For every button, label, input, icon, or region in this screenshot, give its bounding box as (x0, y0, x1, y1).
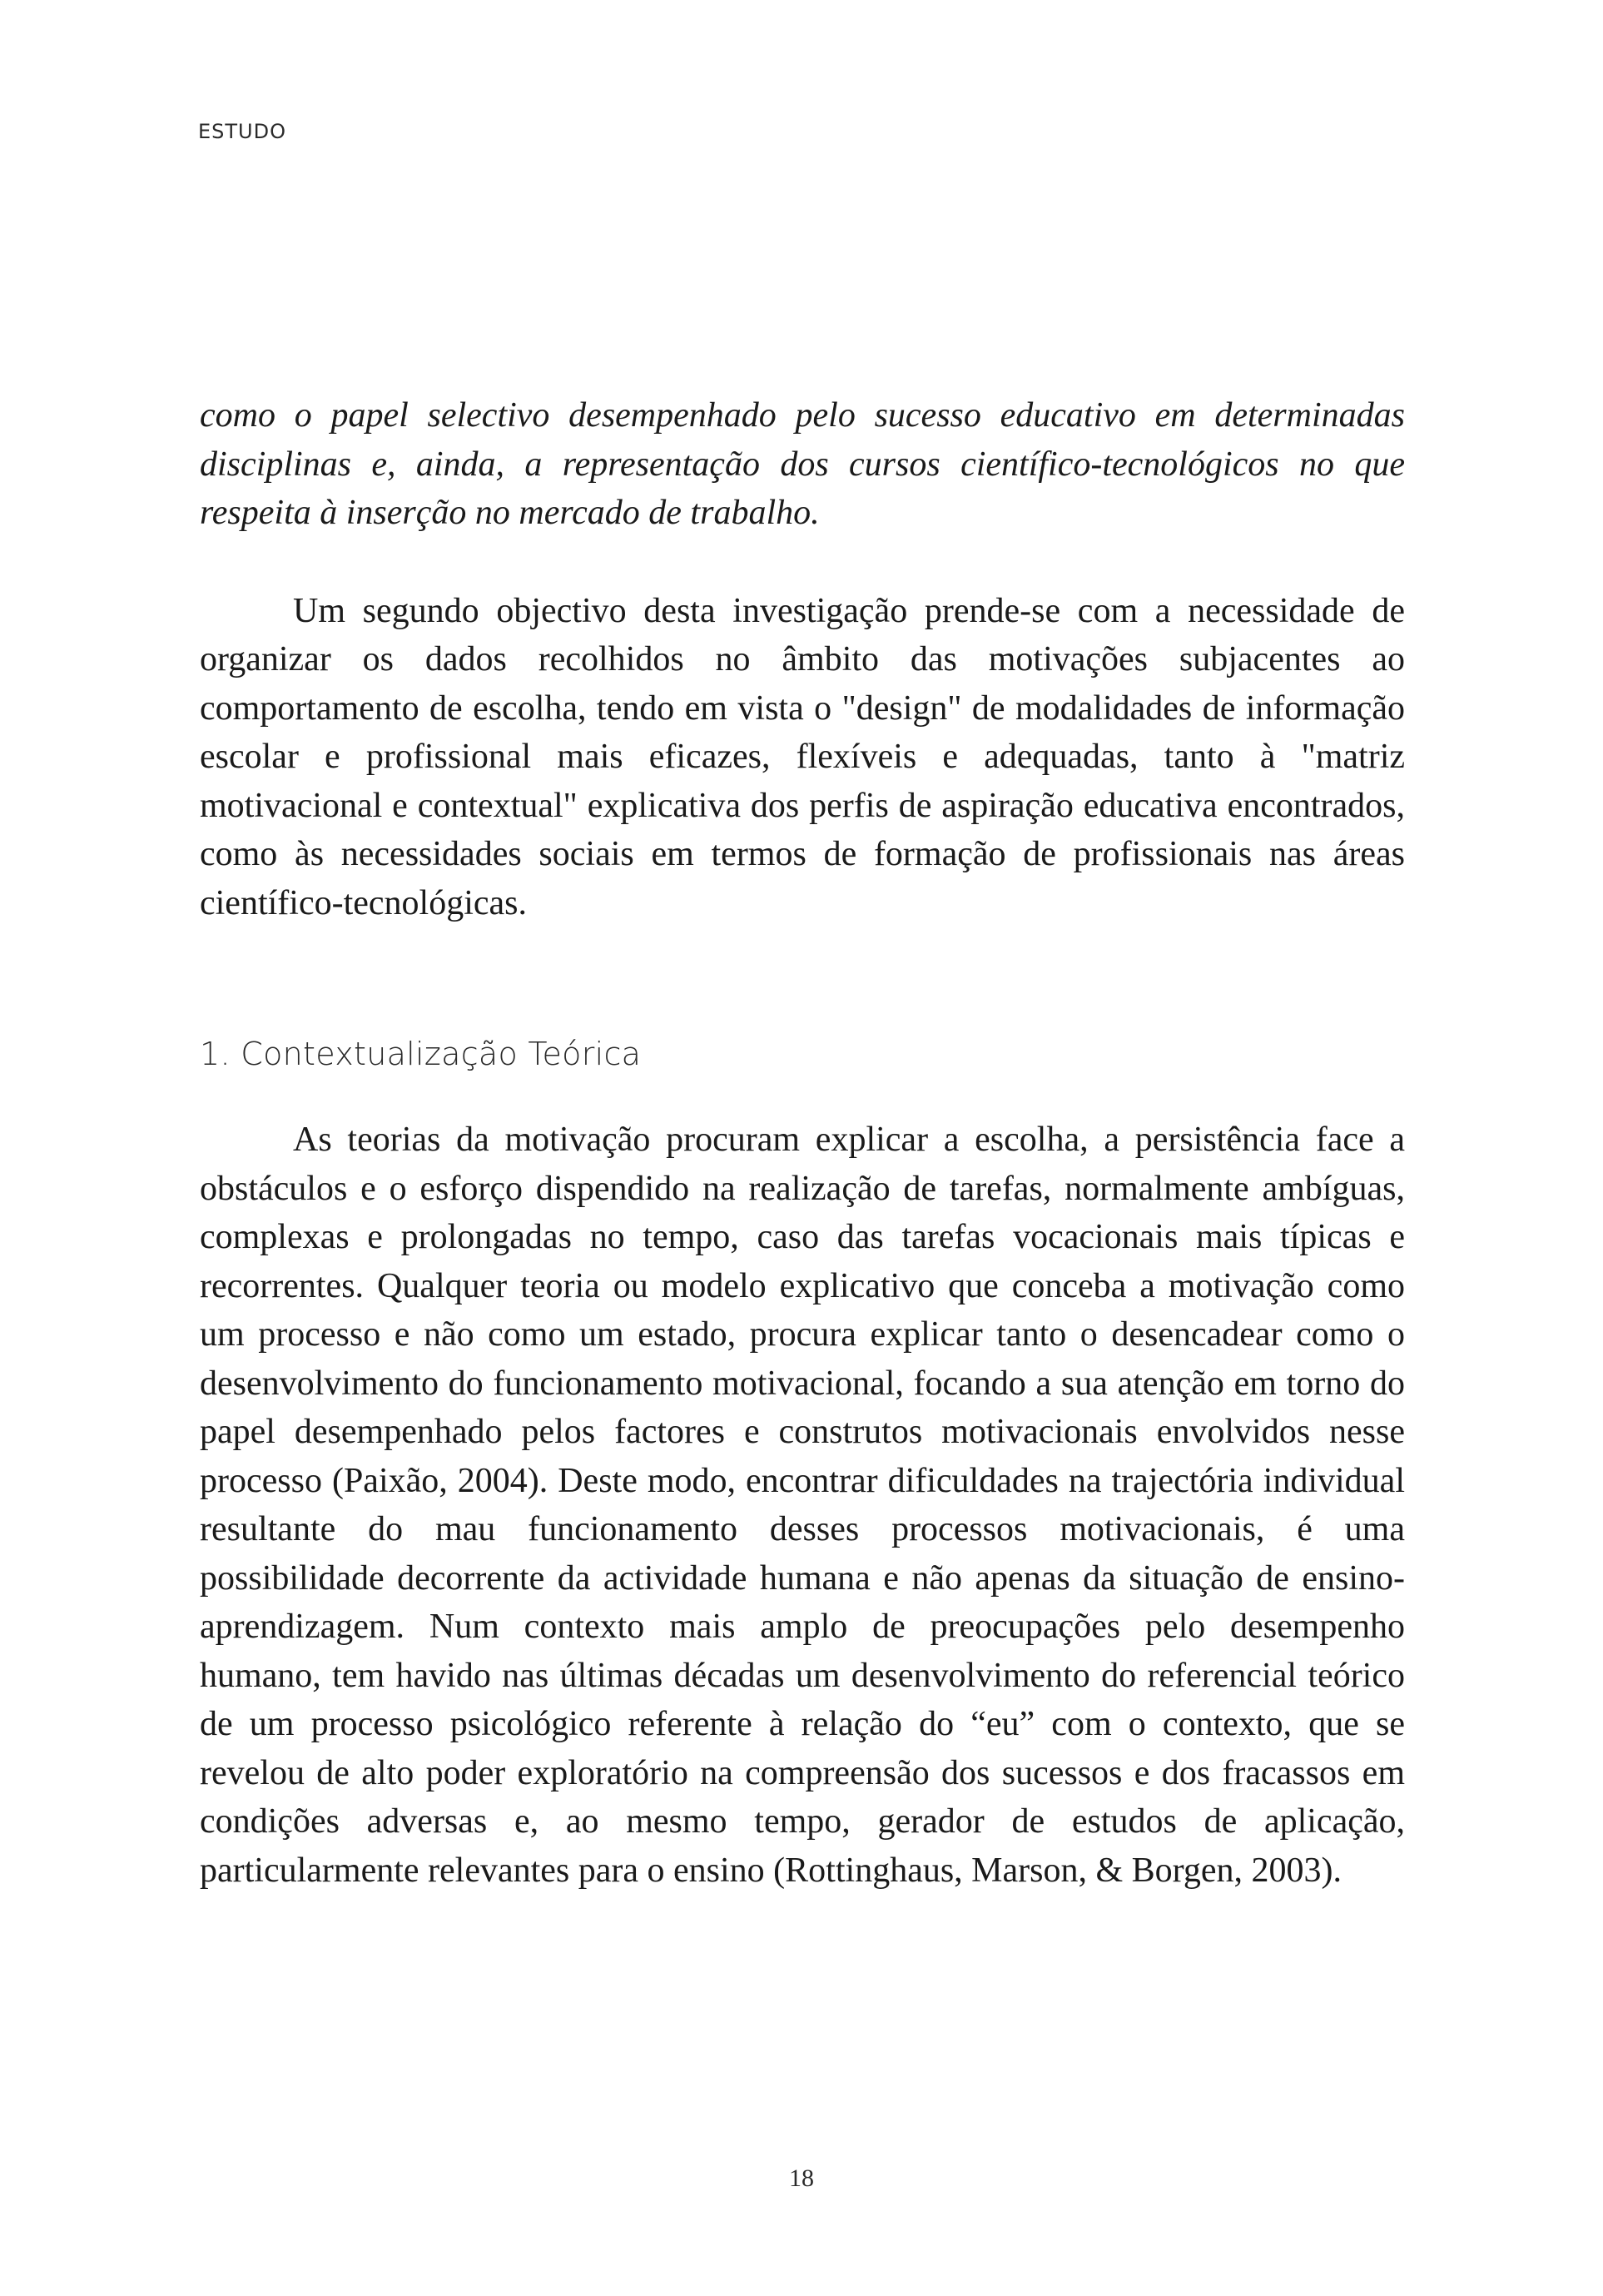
page-content (200, 391, 1405, 1895)
continuation-paragraph: como o papel selectivo desempenhado pelo sucesso educativo em determinadas disciplinas e, ainda, a representação dos cursos científico-tecnológicos no que respeita à inserção no mercado de trabalho. (200, 396, 1405, 532)
section-heading: 1. Contextualização Teórica (200, 1036, 642, 1072)
running-header: ESTUDO (198, 120, 286, 143)
theory-paragraph: As teorias da motivação procuram explicar a escolha, a persistência face a obstáculos e o esforço dispendido na realização de tarefas, normalmente ambíguas, complexas e prolongadas no tempo, caso das tarefas vocacionais mais típicas e recorrentes. Qualquer teoria ou modelo explicativo que conceba a motivação como um processo e não como um estado, procura explicar tanto o desencadear como o desenvolvimento do funcionamento motivacional, focando a sua atenção em torno do papel desempenhado pelos factores e construtos motivacionais envolvidos nesse processo (Paixão, 2004). Deste modo, encontrar dificuldades na trajectória individual resultante do mau funcionamento desses processos motivacionais, é uma possibilidade decorrente da actividade humana e não apenas da situação de ensino-aprendizagem. Num contexto mais amplo de preocupações pelo desempenho humano, tem havido nas últimas décadas um desenvolvimento do referencial teórico de um processo psicológico referente à relação do “eu” com o contexto, que se revelou de alto poder exploratório na compreensão dos sucessos e dos fracassos em condições adversas e, ao mesmo tempo, gerador de estudos de aplicação, particularmente relevantes para o ensino (Rottinghaus, Marson, & Borgen, 2003). (200, 1121, 1405, 1890)
paragraph-spacer (200, 538, 1405, 587)
objective-paragraph: Um segundo objectivo desta investigação prende-se com a necessidade de organizar os dados recolhidos no âmbito das motivações subjacentes ao comportamento de escolha, tendo em vista o "design" de modalidades de informação escolar e profissional mais eficazes, flexíveis e adequadas, tanto à "matriz motivacional e contextual" explicativa dos perfis de aspiração educativa encontrados, como às necessidades sociais em termos de formação de profissionais nas áreas científico-tecnológicas. (200, 591, 1405, 922)
page-number: 18 (789, 2164, 814, 2192)
